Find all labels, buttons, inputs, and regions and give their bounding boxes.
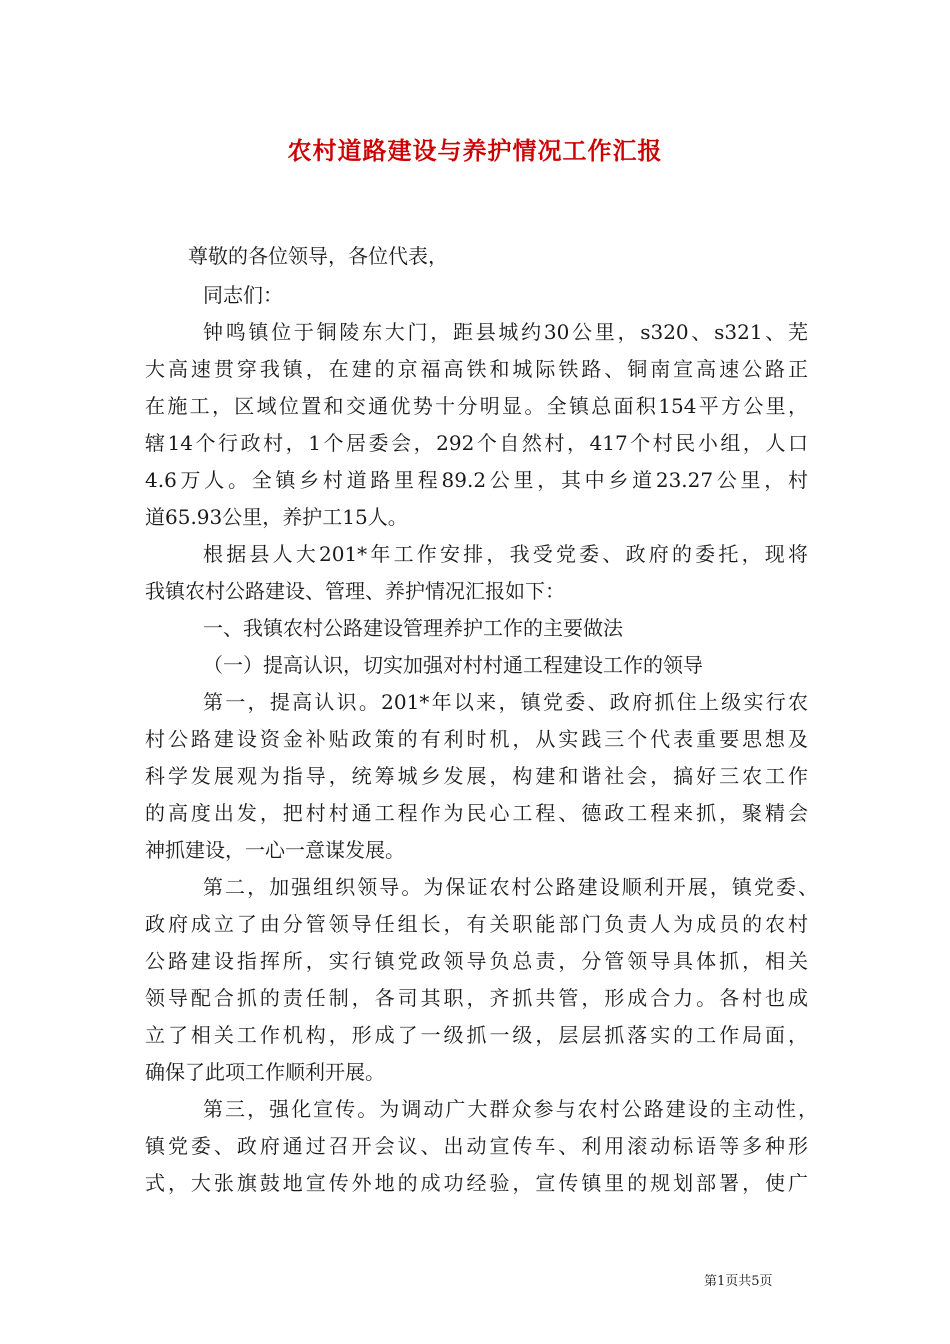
paragraph-line: 确保了此项工作顺利开展。 bbox=[145, 1060, 385, 1084]
paragraph-line: 第三，强化宣传。为调动广大群众参与农村公路建设的主动性， bbox=[203, 1097, 818, 1121]
paragraph-line: 在施工，区域位置和交通优势十分明显。全镇总面积154平方公里， bbox=[145, 394, 808, 418]
paragraph-line: 我镇农村公路建设、管理、养护情况汇报如下： bbox=[145, 579, 565, 603]
paragraph-line: 4.6万人。全镇乡村道路里程89.2公里，其中乡道23.27公里，村 bbox=[145, 468, 808, 492]
paragraph-line: 公路建设指挥所，实行镇党政领导负总责，分管领导具体抓，相关 bbox=[145, 949, 808, 973]
section-heading: 一、我镇农村公路建设管理养护工作的主要做法 bbox=[203, 616, 623, 640]
paragraph-line: 第二，加强组织领导。为保证农村公路建设顺利开展，镇党委、 bbox=[203, 875, 818, 899]
paragraph-line: 神抓建设，一心一意谋发展。 bbox=[145, 838, 405, 862]
paragraph-line: 的高度出发，把村村通工程作为民心工程、德政工程来抓，聚精会 bbox=[145, 801, 808, 825]
paragraph-line: 大高速贯穿我镇，在建的京福高铁和城际铁路、铜南宣高速公路正 bbox=[145, 357, 808, 381]
paragraph-line: 辖14个行政村，1个居委会，292个自然村，417个村民小组，人口 bbox=[145, 431, 808, 455]
paragraph-line: 第一，提高认识。201*年以来，镇党委、政府抓住上级实行农 bbox=[203, 690, 808, 714]
page-number: 第1页共5页 bbox=[704, 1274, 773, 1289]
paragraph-line: 道65.93公里，养护工15人。 bbox=[145, 505, 408, 529]
paragraph-line: 立了相关工作机构，形成了一级抓一级，层层抓落实的工作局面， bbox=[145, 1023, 808, 1047]
salutation-line: 同志们： bbox=[203, 283, 283, 307]
paragraph-line: 式，大张旗鼓地宣传外地的成功经验，宣传镇里的规划部署，使广 bbox=[145, 1171, 808, 1195]
paragraph-line: 领导配合抓的责任制，各司其职，齐抓共管，形成合力。各村也成 bbox=[145, 986, 808, 1010]
paragraph-line: 科学发展观为指导，统筹城乡发展，构建和谐社会，搞好三农工作 bbox=[145, 764, 808, 788]
paragraph-line: 钟鸣镇位于铜陵东大门，距县城约30公里，s320、s321、芜 bbox=[203, 320, 808, 344]
subsection-heading: （一）提高认识，切实加强对村村通工程建设工作的领导 bbox=[203, 653, 703, 677]
paragraph-line: 政府成立了由分管领导任组长，有关职能部门负责人为成员的农村 bbox=[145, 912, 808, 936]
paragraph-line: 根据县人大201*年工作安排，我受党委、政府的委托，现将 bbox=[203, 542, 808, 566]
salutation-line: 尊敬的各位领导，各位代表， bbox=[188, 244, 448, 268]
paragraph-line: 村公路建设资金补贴政策的有利时机，从实践三个代表重要思想及 bbox=[145, 727, 808, 751]
paragraph-line: 镇党委、政府通过召开会议、出动宣传车、利用滚动标语等多种形 bbox=[145, 1134, 808, 1158]
document-title: 农村道路建设与养护情况工作汇报 bbox=[287, 136, 663, 165]
